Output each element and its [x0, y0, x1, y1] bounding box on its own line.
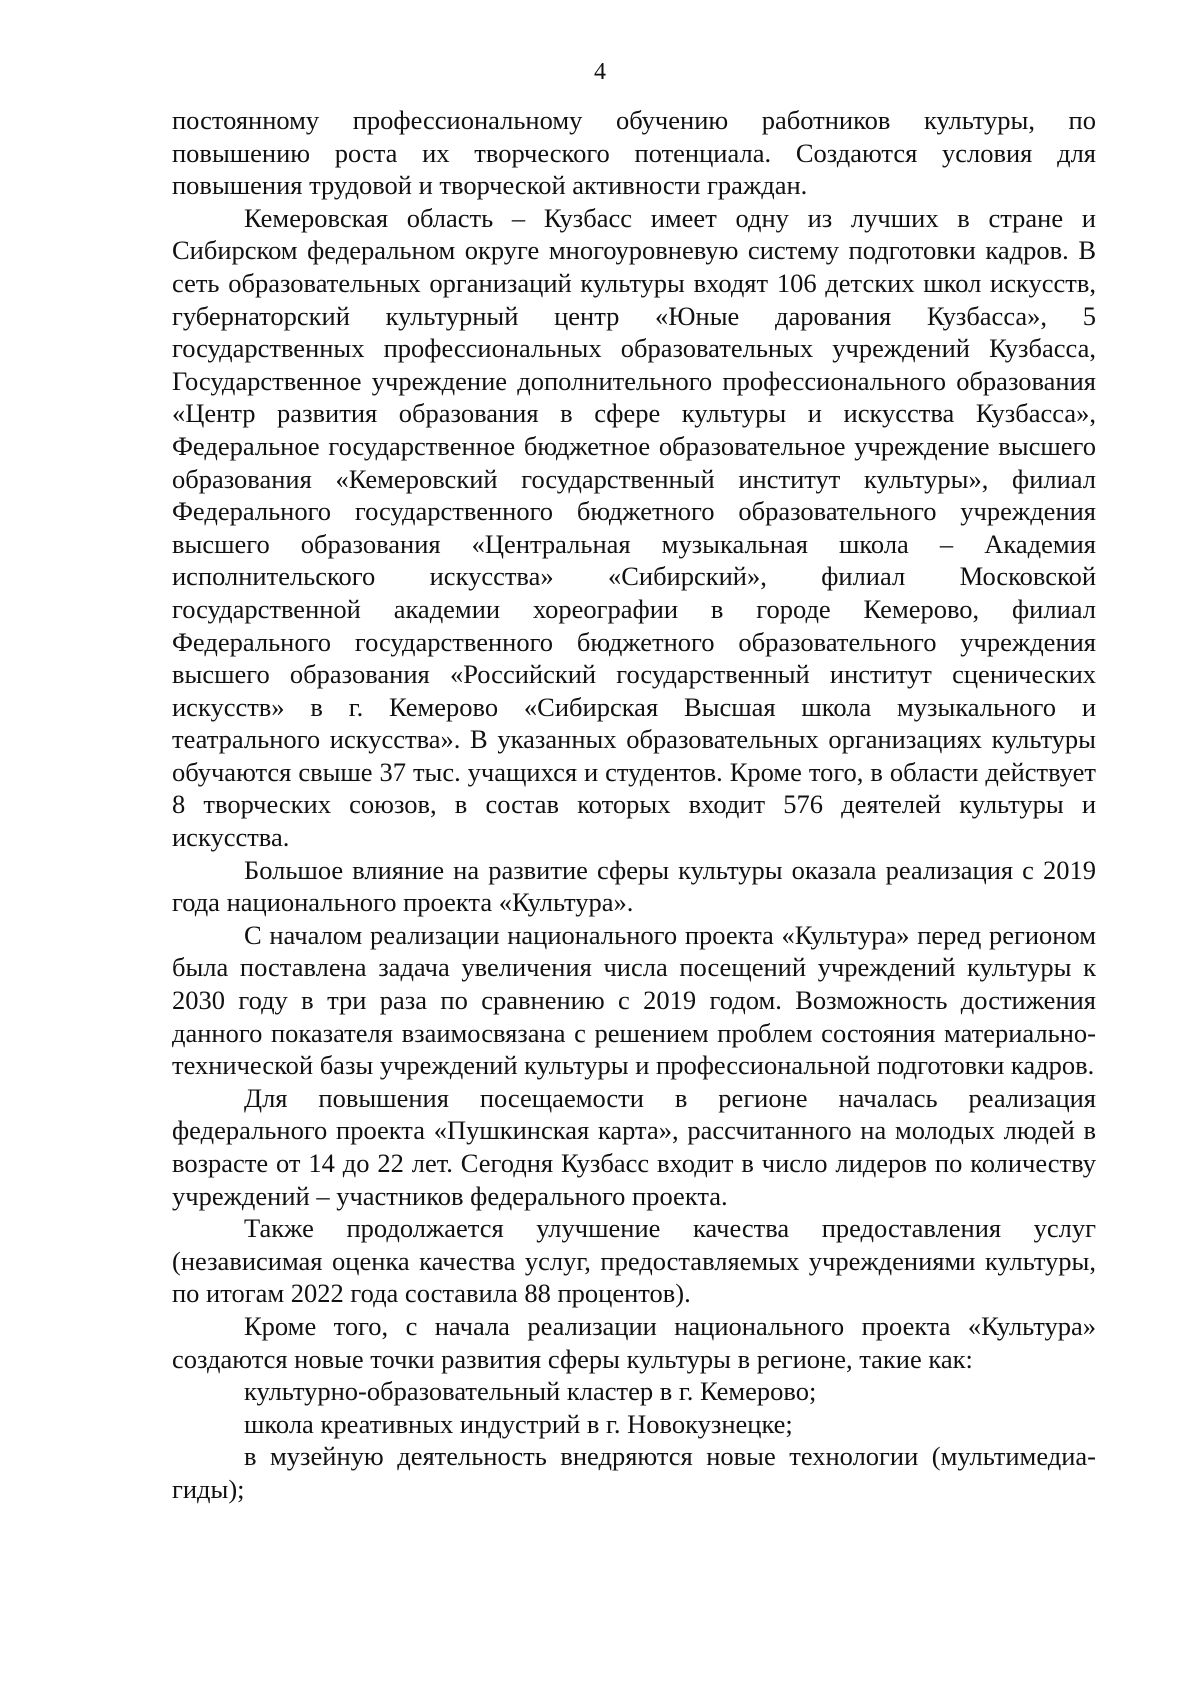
- page-number: 4: [594, 59, 606, 85]
- list-item-museum-tech: в музейную деятельность внедряются новые технологии (мультимедиа-гиды);: [172, 1441, 1096, 1504]
- paragraph-national-project: Большое влияние на развитие сферы культуры оказала реализация с 2019 года национального проекта «Культура».: [172, 854, 1096, 918]
- paragraph-continuation: постоянному профессиональному обучению работников культуры, по повышению роста их творческого потенциала. Создаются условия для повышения трудовой и творческой активности граждан.: [172, 105, 1096, 201]
- paragraph-service-quality: Также продолжается улучшение качества предоставления услуг (независимая оценка качества услуг, предоставляемых учреждениями культуры, по итогам 2022 года составила 88 процентов).: [172, 1213, 1096, 1309]
- paragraph-visits-goal: С началом реализации национального проекта «Культура» перед регионом была поставлена задача увеличения числа посещений учреждений культуры к 2030 году в три раза по сравнению с 2019 годом. Возможность достижения данного показателя взаимосвязана с решением проблем состояния материально-технической базы учреждений культуры и профессиональной подготовки кадров.: [172, 919, 1096, 1081]
- paragraph-education-system: Кемеровская область – Кузбасс имеет одну из лучших в стране и Сибирском федеральном округе многоуровневую систему подготовки кадров. В сеть образовательных организаций культуры входят 106 детских школ искусств, губернаторский культурный центр «Юные дарования Кузбасса», 5 государственных профессиональных образовательных учреждений Кузбасса, Государственное учреждение дополнительного профессионального образования «Центр развития образования в сфере культуры и искусства Кузбасса», Федеральное государственное бюджетное образовательное учреждение высшего образования «Кемеровский государственный институт культуры», филиал Федерального государственного бюджетного образовательного учреждения высшего образования «Центральная музыкальная школа – Академия исполнительского искусства» «Сибирский», филиал Московской государственной академии хореографии в городе Кемерово, филиал Федерального государственного бюджетного образовательного учреждения высшего образования «Российский государственный институт сценических искусств» в г. Кемерово «Сибирская Высшая школа музыкального и театрального искусства». В указанных образовательных организациях культуры обучаются свыше 37 тыс. учащихся и студентов. Кроме того, в области действует 8 творческих союзов, в состав которых входит 576 деятелей культуры и искусства.: [172, 202, 1096, 853]
- list-item-creative-school: школа креативных индустрий в г. Новокузнецке;: [244, 1408, 793, 1439]
- paragraph-new-points: Кроме того, с начала реализации национального проекта «Культура» создаются новые точки развития сферы культуры в регионе, такие как:: [172, 1310, 1096, 1374]
- document-body: [172, 104, 1096, 1506]
- paragraph-pushkin-card: Для повышения посещаемости в регионе началась реализация федерального проекта «Пушкинская карта», рассчитанного на молодых людей в возрасте от 14 до 22 лет. Сегодня Кузбасс входит в число лидеров по количеству учреждений – участников федерального проекта.: [172, 1082, 1096, 1211]
- list-item-cluster: культурно-образовательный кластер в г. Кемерово;: [244, 1376, 817, 1407]
